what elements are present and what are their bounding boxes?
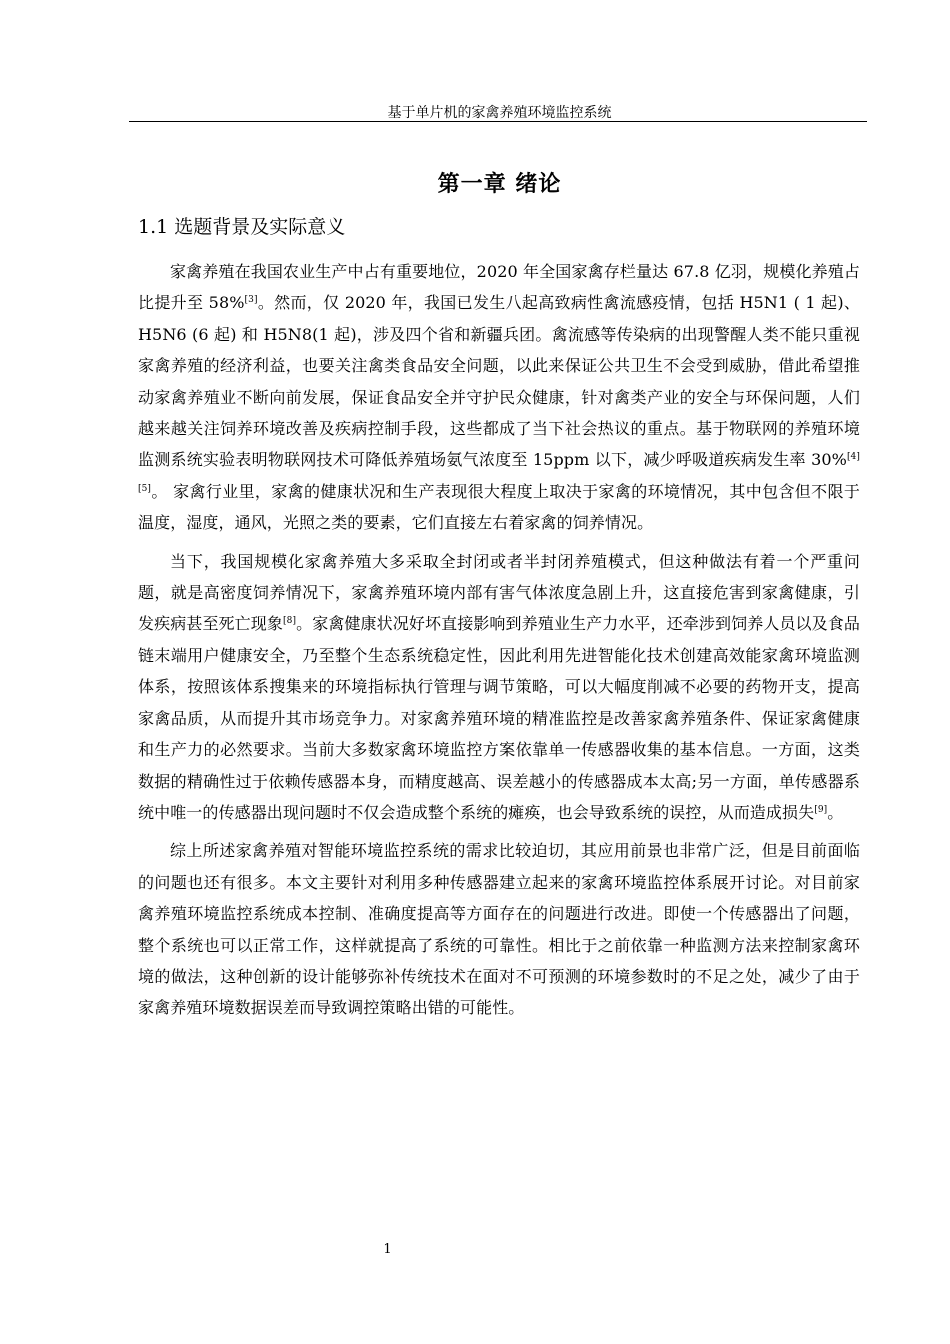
body-text [138,256,860,1024]
paragraph-text: 。 家禽行业里，家禽的健康状况和生产表现很大程度上取决于家禽的环境情况，其中包含但不限于温度，湿度，通风，光照之类的要素，它们直接左右着家禽的饲养情况。 [138,481,860,533]
page-number: 1 [383,1242,392,1257]
paragraph-text: 。然而，仅 2020 年，我国已发生八起高致病性禽流感疫情，包括 H5N1 ( 1 起)、H5N6 (6 起) 和 H5N8(1 起)，涉及四个省和新疆兵团。禽流感等传染病的出现警醒人类不能只重视家禽养殖的经济利益，也要关注禽类食品安全问题，以此来保证公共卫生不会受到威胁，借此希望推动家禽养殖业不断向前发展，保证食品安全并守护民众健康，针对禽类产业的安全与环保问题，人们越来越关注饲养环境改善及疾病控制手段，这些都成了当下社会热议的重点。基于物联网的养殖环境监测系统实验表明物联网技术可降低养殖场氨气浓度至 15ppm 以下，减少呼吸道疾病发生率 30% [138,293,860,470]
citation: [8] [283,616,297,627]
chapter-title: 第一章 绪论 [437,172,562,197]
header-rule [129,121,867,122]
citation: [9] [814,805,828,816]
paragraph-3 [138,835,860,1023]
citation: [3] [244,295,258,306]
paragraph-1 [138,256,860,539]
paragraph-text: 。家禽健康状况好坏直接影响到养殖业生产力水平，还牵涉到饲养人员以及食品链末端用户健康安全，乃至整个生态系统稳定性，因此利用先进智能化技术创建高效能家禽环境监测体系，按照该体系搜集来的环境指标执行管理与调节策略，可以大幅度削减不必要的药物开支，提高家禽品质，从而提升其市场竞争力。对家禽养殖环境的精准监控是改善家禽养殖条件、保证家禽健康和生产力的必然要求。当前大多数家禽环境监控方案依靠单一传感器收集的基本信息。一方面，这类数据的精确性过于依赖传感器本身，而精度越高、误差越小的传感器成本太高;另一方面，单传感器系统中唯一的传感器出现问题时不仅会造成整个系统的瘫痪，也会导致系统的误控，从而造成损失 [138,614,860,822]
paragraph-text: 家禽养殖在我国农业生产中占有重要地位，2020 年全国家禽存栏量达 67.8 亿羽，规模化养殖占比提升至 58% [138,262,860,313]
paragraph-text: 。 [827,802,844,822]
section-title: 1.1 选题背景及实际意义 [138,216,346,238]
paragraph-2 [138,546,860,829]
running-header: 基于单片机的家禽养殖环境监控系统 [387,105,612,121]
paragraph-text: 当下，我国规模化家禽养殖大多采取全封闭或者半封闭养殖模式，但这种做法有着一个严重问题，就是高密度饲养情况下，家禽养殖环境内部有害气体浓度急剧上升，这直接危害到家禽健康，引发疾病甚至死亡现象 [138,551,860,634]
paragraph-text: 综上所述家禽养殖对智能环境监控系统的需求比较迫切，其应用前景也非常广泛，但是目前面临的问题也还有很多。本文主要针对利用多种传感器建立起来的家禽环境监控体系展开讨论。对目前家禽养殖环境监控系统成本控制、准确度提高等方面存在的问题进行改进。即使一个传感器出了问题，整个系统也可以正常工作，这样就提高了系统的可靠性。相比于之前依靠一种监测方法来控制家禽环境的做法，这种创新的设计能够弥补传统技术在面对不可预测的环境参数时的不足之处，减少了由于家禽养殖环境数据误差而导致调控策略出错的可能性。 [138,841,860,1018]
citation: [4][5] [138,452,860,494]
